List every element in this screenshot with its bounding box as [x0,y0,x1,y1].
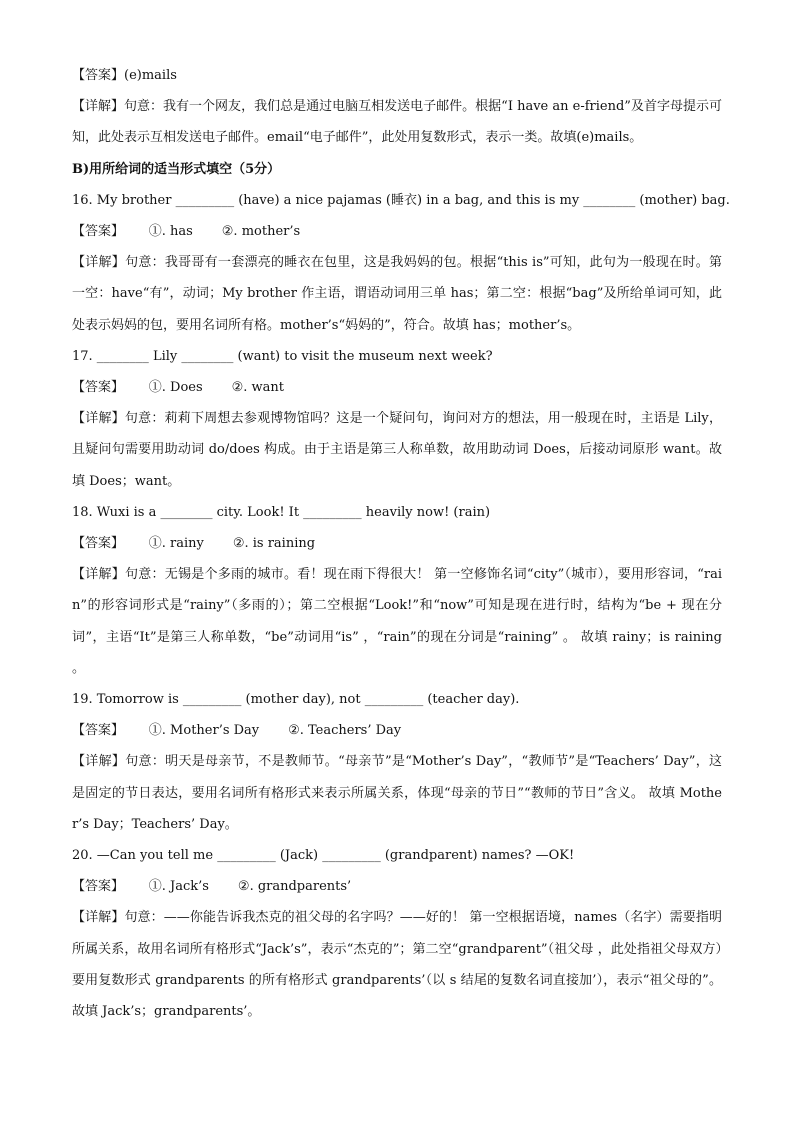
explanation-paragraph: 【详解】句意：无锡是个多雨的城市。看！现在雨下得很大！ 第一空修饰名词“city”（城市），要用形容词，“rain”的形容词形式是“rainy”（多雨的）；第二空根据“Look!”和“now”可知是现在进行时，结构为“be + 现在分词”，主语“It”是第三人称单数，“be”动词用“is” ，“rain”的现在分词是“raining” 。 故填 rainy；is raining 。 [72,567,722,676]
answer-line: 【答案】(e)mails [72,68,177,83]
question-20: 20. —Can you tell me _________ (Jack) _________ (grandparent) names? —OK! [72,848,575,864]
explanation-paragraph: 【详解】句意：我有一个网友，我们总是通过电脑互相发送电子邮件。根据“I have an e-friend”及首字母提示可知，此处表示互相发送电子邮件。email“电子邮件”，此处用复数形式，表示一类。故填(e)mails。 [72,99,722,146]
question-19: 19. Tomorrow is _________ (mother day), not _________ (teacher day). [72,692,520,708]
question-16: 16. My brother _________ (have) a nice pajamas (睡衣) in a bag, and this is my ________ (mother) bag. [72,192,730,208]
answer-page [72,60,730,1027]
explanation-paragraph: 【详解】句意：明天是母亲节，不是教师节。“母亲节”是“Mother’s Day”，“教师节”是“Teachers’ Day”，这是固定的节日表达，要用名词所有格形式来表示所属关系，体现“母亲的节日”“教师的节日”含义。 故填 Mother’s Day；Teachers’ Day。 [72,754,722,832]
answer-line: 【答案】 ①. Mother’s Day ②. Teachers’ Day [72,723,402,739]
answer-line: 【答案】 ①. Jack’s ②. grandparents’ [72,879,352,895]
explanation-paragraph: 【详解】句意：莉莉下周想去参观博物馆吗？这是一个疑问句，询问对方的想法，用一般现在时，主语是 Lily，且疑问句需要用助动词 do/does 构成。由于主语是第三人称单数，故用助动词 Does，后接动词原形 want。故填 Does；want。 [72,411,722,489]
explanation-paragraph: 【详解】句意：——你能告诉我杰克的祖父母的名字吗？——好的！ 第一空根据语境，names（名字）需要指明所属关系，故用名词所有格形式“Jack’s”，表示“杰克的”；第二空“grandparent”（祖父母 ，此处指祖父母双方）要用复数形式 grandparents 的所有格形式 grandparents’（以 s 结尾的复数名词直接加’），表示“祖父母的”。 故填 Jack’s；grandparents’。 [72,910,722,1020]
answer-line: 【答案】 ①. has ②. mother’s [72,224,301,240]
question-18: 18. Wuxi is a ________ city. Look! It _________ heavily now! (rain) [72,504,491,520]
answer-line: 【答案】 ①. rainy ②. is raining [72,536,316,552]
section-heading: B)用所给词的适当形式填空（5分） [72,161,281,177]
answer-line: 【答案】 ①. Does ②. want [72,380,284,396]
question-17: 17. ________ Lily ________ (want) to visit the museum next week? [72,348,493,364]
explanation-paragraph: 【详解】句意：我哥哥有一套漂亮的睡衣在包里，这是我妈妈的包。根据“this is”可知，此句为一般现在时。第一空：have“有”，动词；My brother 作主语，谓语动词用三单 has；第二空：根据“bag”及所给单词可知，此处表示妈妈的包，要用名词所有格。mother’s“妈妈的”，符合。故填 has；mother’s。 [72,255,722,333]
